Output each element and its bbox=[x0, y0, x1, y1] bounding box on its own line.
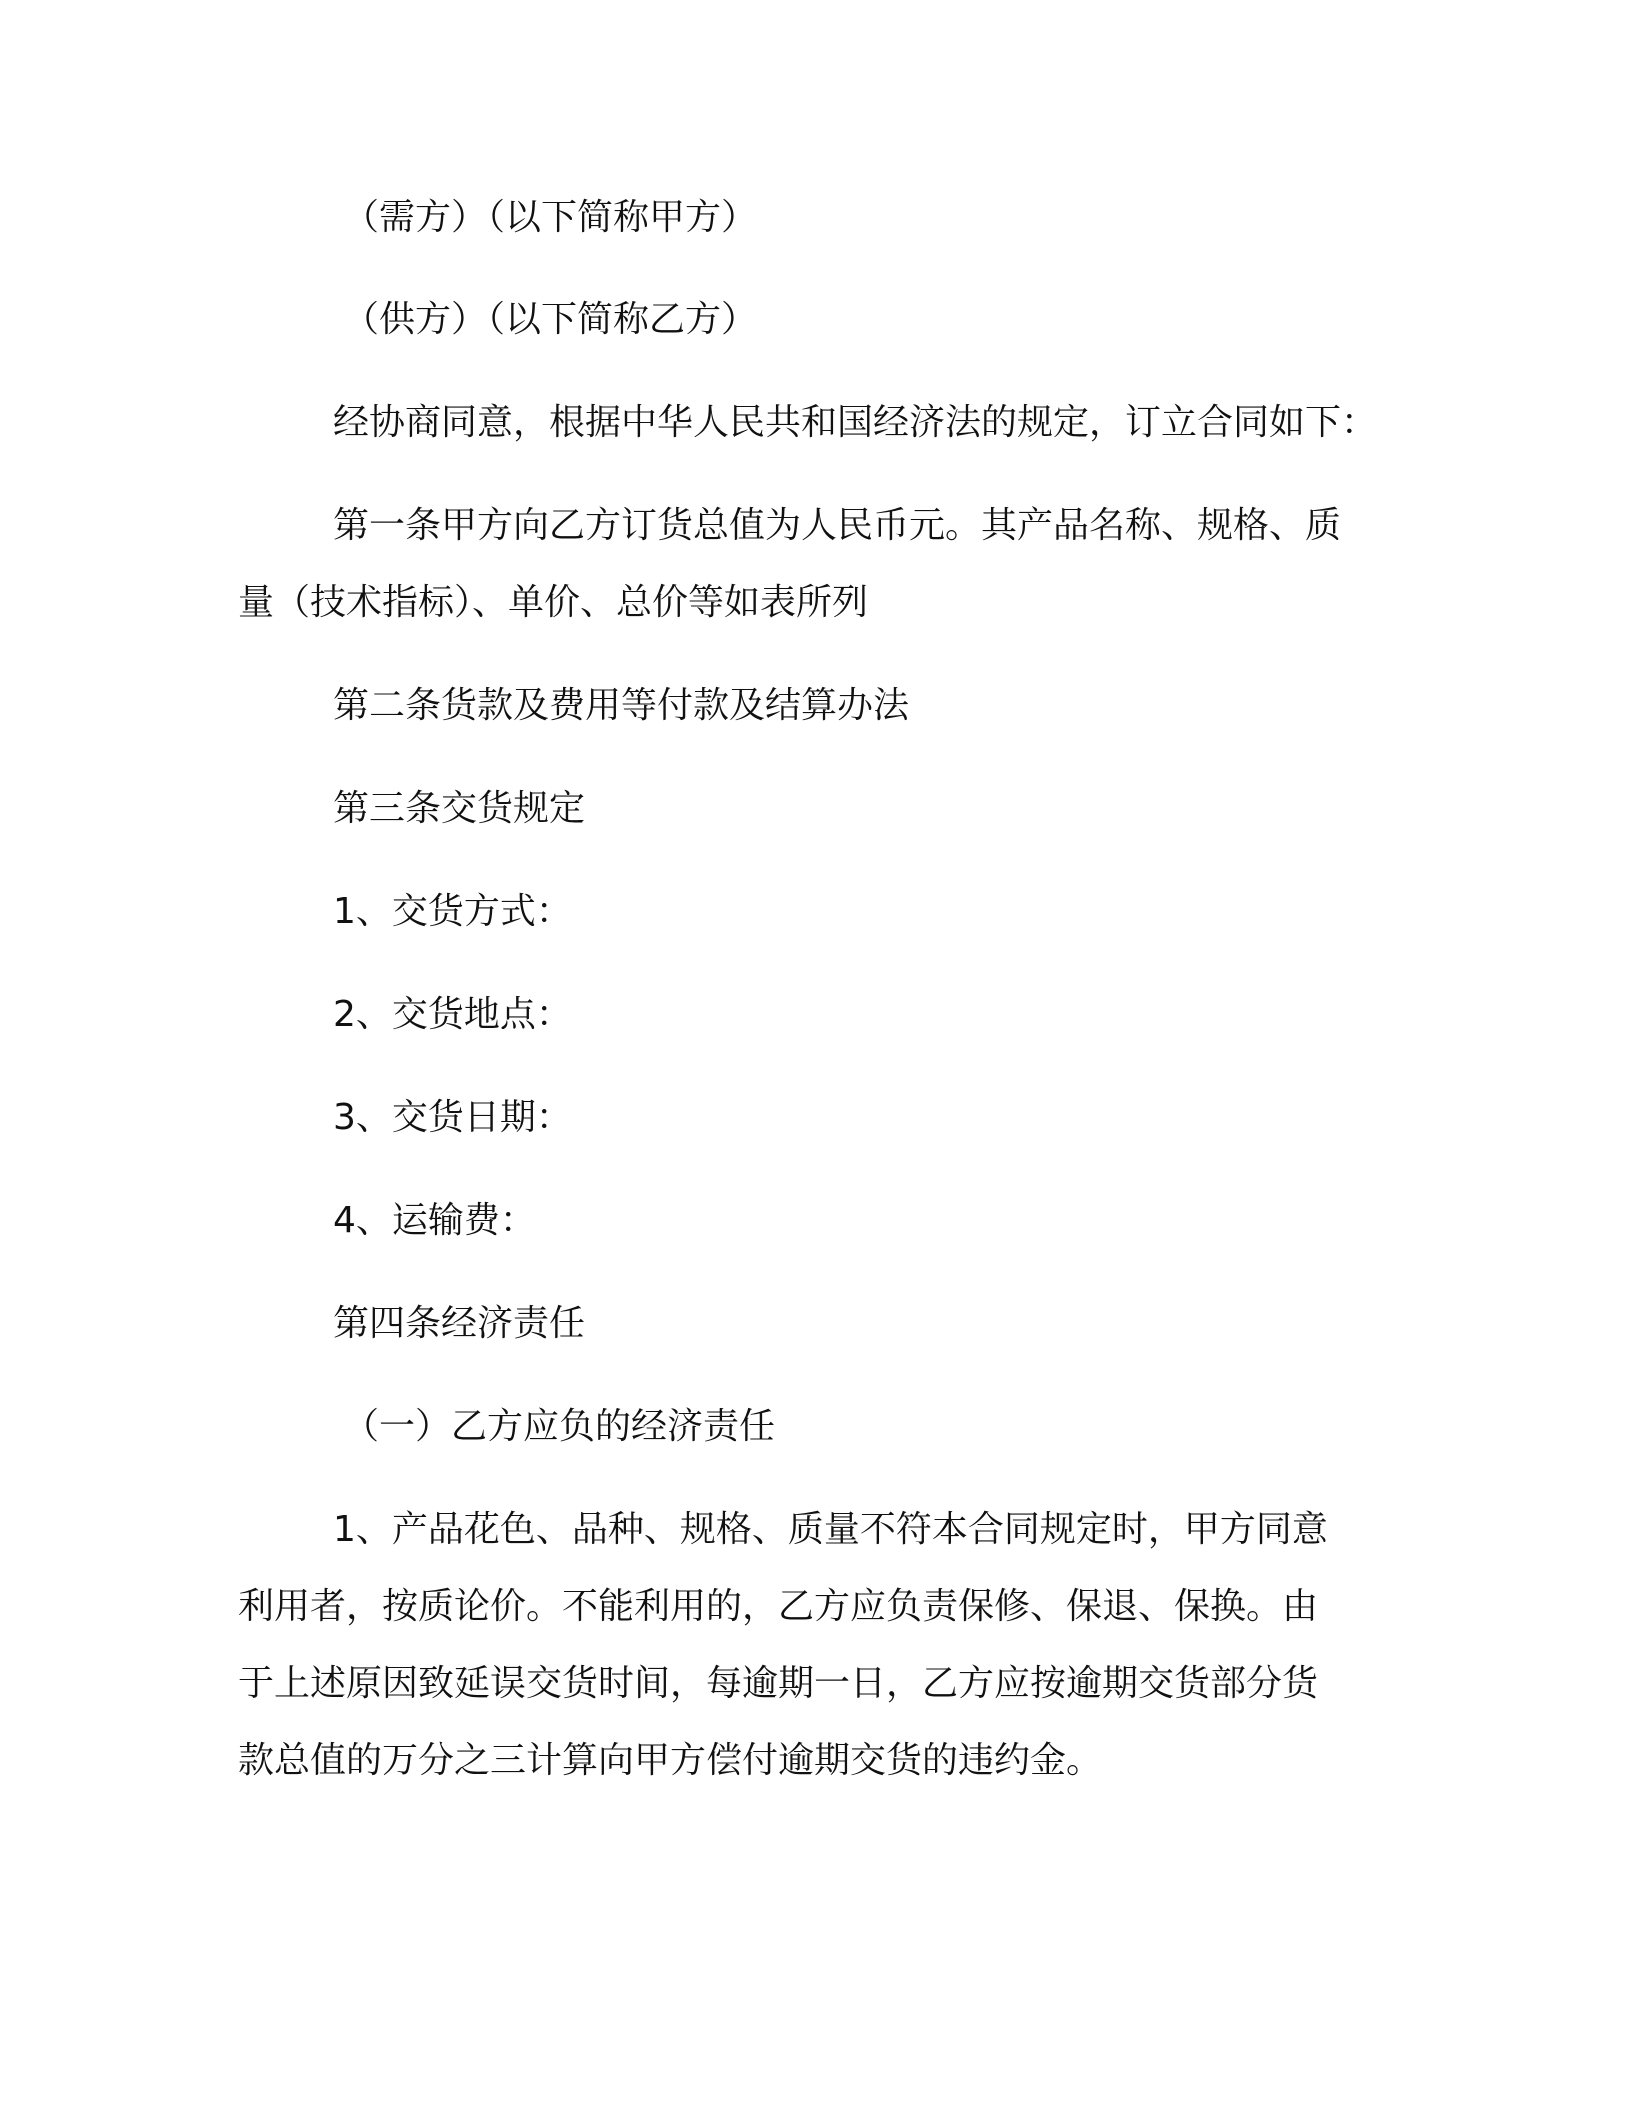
clause-1-line-4: 款总值的万分之三计算向甲方偿付逾期交货的违约金。 bbox=[238, 1740, 1103, 1781]
seller-party-line: （供方）（以下简称乙方） bbox=[343, 299, 758, 340]
article-3-title: 第三条交货规定 bbox=[333, 788, 586, 829]
transport-fee-item: 4、运输费： bbox=[333, 1200, 536, 1241]
article-4-title: 第四条经济责任 bbox=[333, 1303, 586, 1344]
clause-1-line-2: 利用者，按质论价。不能利用的，乙方应负责保修、保退、保换。由 bbox=[238, 1586, 1319, 1627]
article-1-line-1: 第一条甲方向乙方订货总值为人民币元。其产品名称、规格、质 bbox=[333, 505, 1342, 546]
article-2-title: 第二条货款及费用等付款及结算办法 bbox=[333, 685, 910, 726]
article-4-section-1-title: （一）乙方应负的经济责任 bbox=[343, 1406, 776, 1447]
clause-1-line-3: 于上述原因致延误交货时间，每逾期一日，乙方应按逾期交货部分货 bbox=[238, 1663, 1319, 1704]
delivery-date-item: 3、交货日期： bbox=[333, 1097, 572, 1138]
preamble-text: 经协商同意，根据中华人民共和国经济法的规定，订立合同如下： bbox=[333, 402, 1378, 443]
delivery-location-item: 2、交货地点： bbox=[333, 994, 572, 1035]
article-1-line-2: 量（技术指标）、单价、总价等如表所列 bbox=[238, 582, 869, 623]
clause-1-line-1: 1、产品花色、品种、规格、质量不符本合同规定时，甲方同意 bbox=[333, 1509, 1328, 1550]
delivery-method-item: 1、交货方式： bbox=[333, 891, 572, 932]
buyer-party-line: （需方）（以下简称甲方） bbox=[343, 197, 758, 238]
